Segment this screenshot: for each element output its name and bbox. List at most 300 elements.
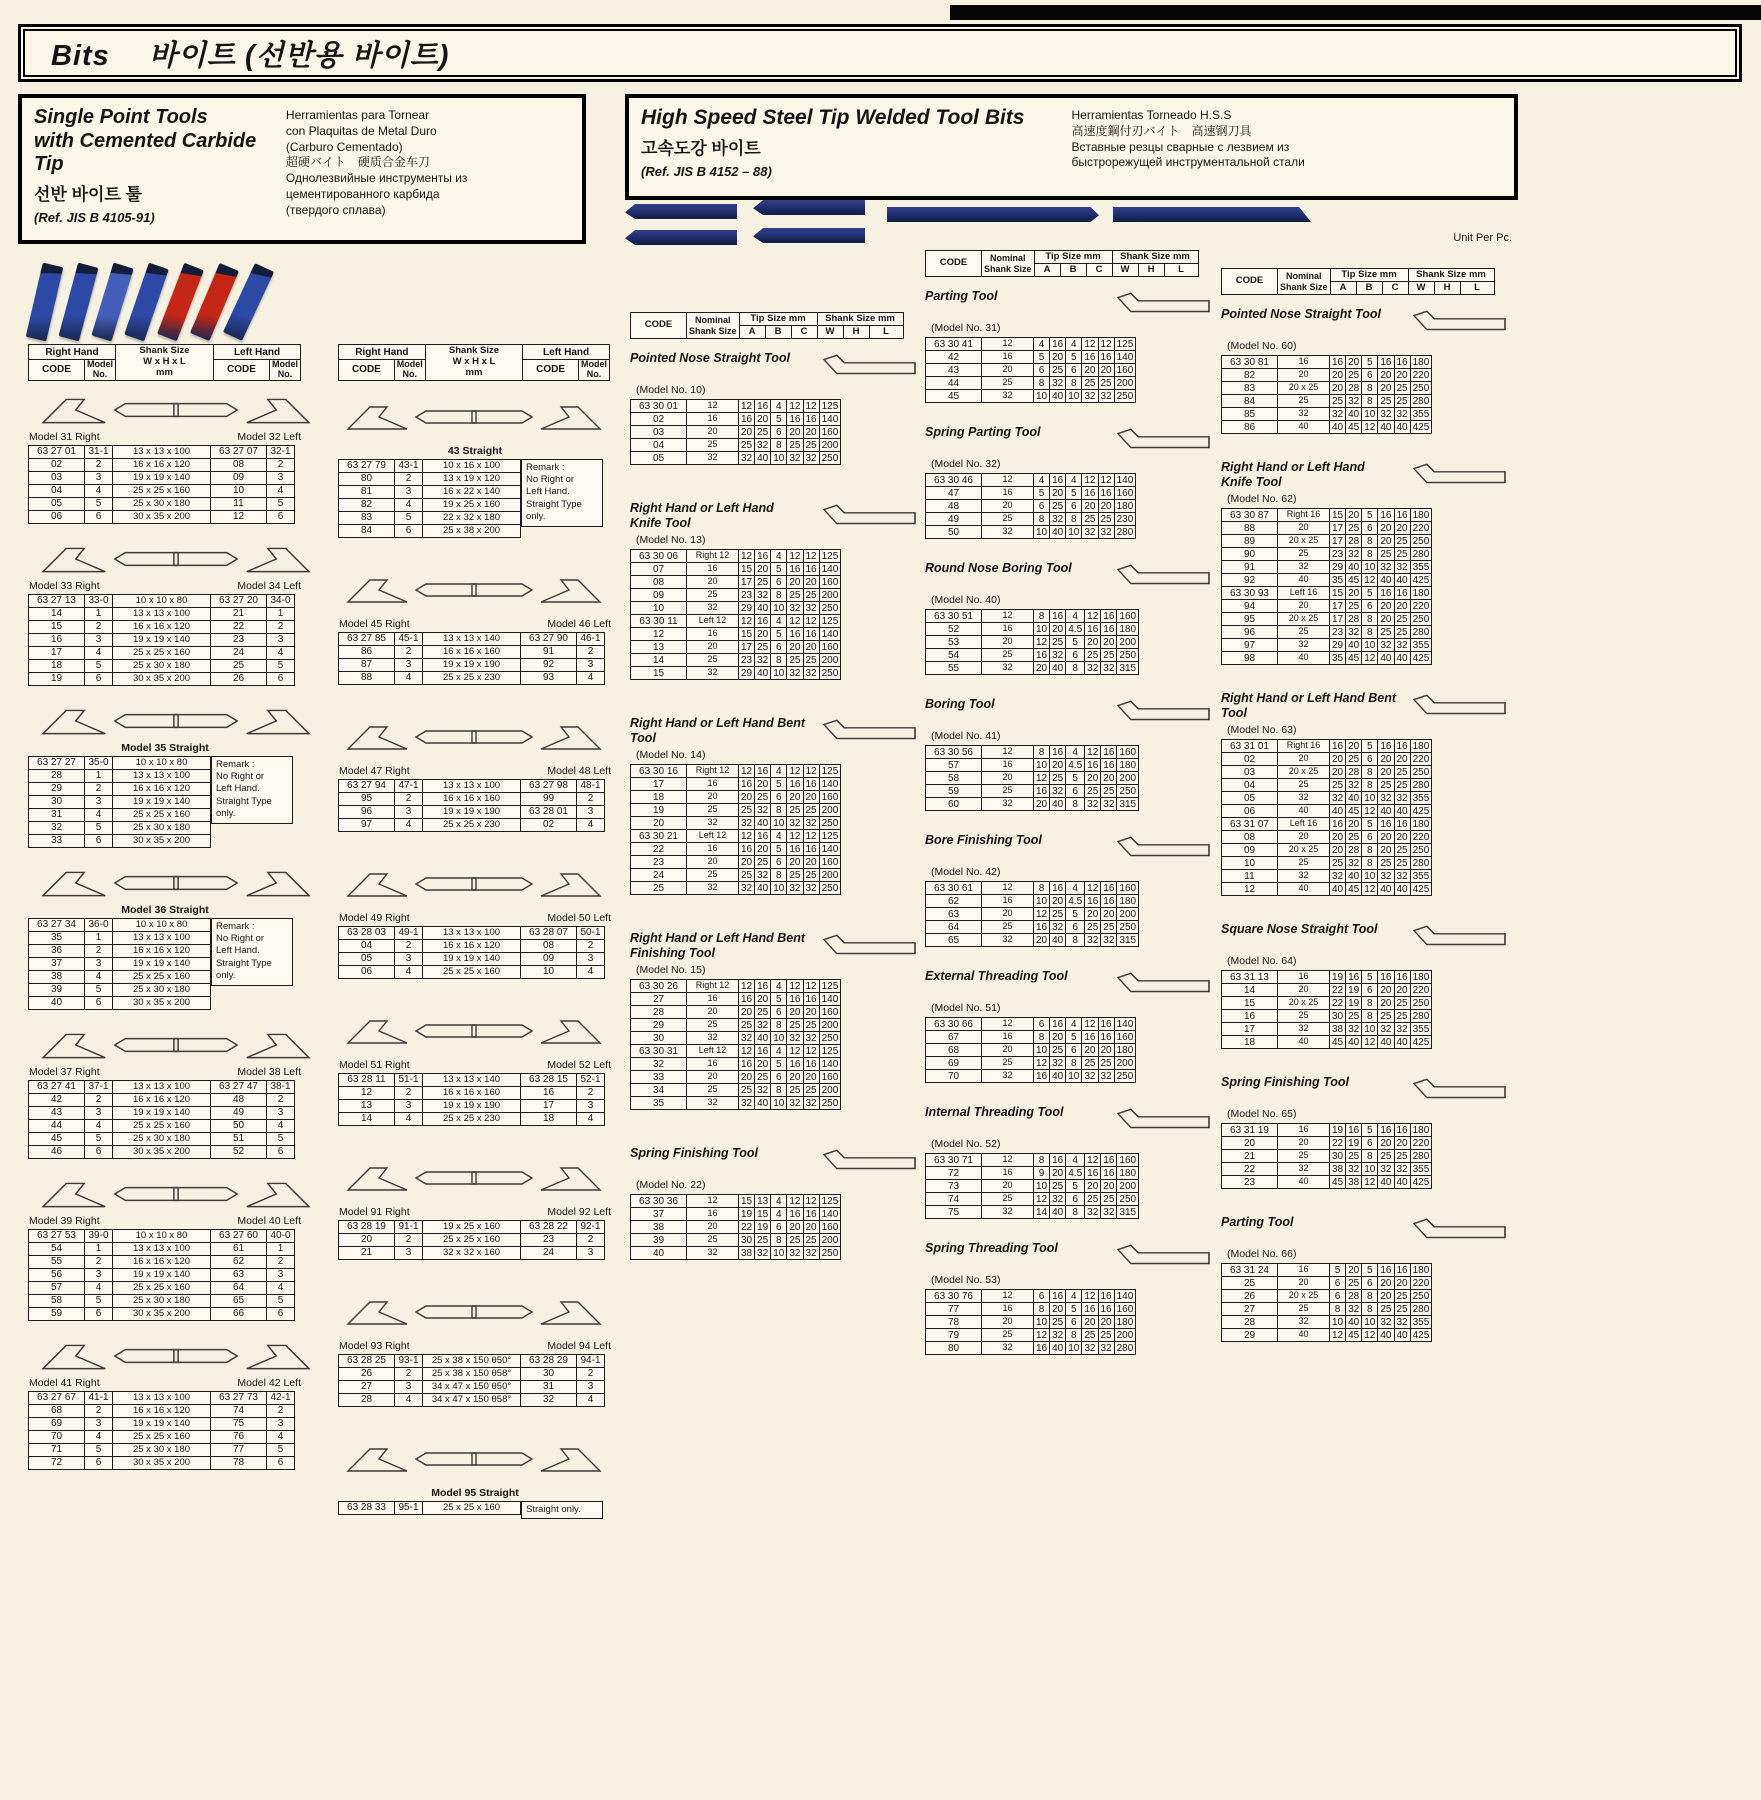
tip-b-cell: 25 [1346,1150,1362,1163]
code-cell: 24 [211,646,267,659]
table-row [631,1084,841,1097]
code-cell: 63 27 20 [211,594,267,607]
table-row [926,934,1139,947]
table-row [29,1106,295,1119]
size-cell: 25 x 38 x 150 θ58° [423,1367,521,1380]
block-title: Spring Finishing Tool [630,1146,758,1160]
unit-note: Unit Per Pc. [1453,232,1512,244]
hss-section-header [625,94,1518,200]
header-cell: CODE [631,313,687,339]
code-cell: 82 [339,498,395,511]
tip-b-cell: 16 [1050,1154,1066,1167]
size-cell: 10 x 16 x 100 [423,459,521,472]
tip-c-cell: 10 [1362,639,1378,652]
code-cell: 57 [29,1281,85,1294]
table-row [631,576,841,589]
code-cell: 37 [29,957,85,970]
code-cell: 68 [926,1044,982,1057]
block-title-row [925,425,1216,457]
tip-c-cell: 8 [1066,377,1082,390]
shank-h-cell: 20 [1394,369,1410,382]
shank-l-cell: 250 [819,1097,841,1110]
tip-c-cell: 4 [771,980,787,993]
table-row [926,1206,1139,1219]
model-table [28,445,295,524]
tool-sketch [338,1286,610,1338]
tip-a-cell: 25 [1330,857,1346,870]
tool-sketch [338,391,610,443]
code-cell: 24 [521,1246,577,1259]
shank-h-cell: 40 [1394,805,1410,818]
header-cell: Nominal Shank Size [1278,269,1331,295]
shank-h-cell: 16 [1098,1031,1114,1044]
tip-b-cell: 32 [1050,377,1066,390]
shank-l-cell: 180 [1410,587,1432,600]
tip-b-cell: 28 [1346,535,1362,548]
tip-c-cell: 8 [1066,662,1085,675]
nominal-cell: 16 [687,1208,739,1221]
nominal-cell: 25 [687,654,739,667]
shank-w-cell: 20 [1378,535,1394,548]
tip-a-cell: 20 [739,426,755,439]
code-cell: 32 [29,821,85,834]
nominal-cell: 12 [982,474,1034,487]
shank-w-cell: 25 [1085,785,1101,798]
tool-sketch [28,540,324,578]
shank-h-cell: 25 [1098,377,1114,390]
code-cell: 02 [29,458,85,471]
shank-l-cell: 355 [1410,1163,1432,1176]
tip-b-cell: 32 [1050,513,1066,526]
code-cell: 04 [1222,779,1278,792]
tip-a-cell: 10 [1034,1316,1050,1329]
model-cell: 4 [395,965,423,978]
tip-a-cell: 20 [1330,844,1346,857]
tip-a-cell: 8 [1034,1031,1050,1044]
shank-w-cell: 32 [1378,408,1394,421]
nominal-cell: 40 [1278,1329,1330,1342]
carbide-column-2 [338,344,610,1545]
shank-w-cell: 20 [1378,1137,1394,1150]
shank-h-cell: 20 [803,1006,819,1019]
tip-a-cell: 20 [1330,382,1346,395]
shank-l-cell: 425 [1410,652,1432,665]
tool-sketch [1112,561,1216,591]
header-cell: L [1460,282,1494,295]
shank-w-cell: 20 [1378,382,1394,395]
nominal-cell: 20 [982,636,1034,649]
tip-c-cell: 10 [1066,1070,1082,1083]
table-row [926,895,1139,908]
shank-l-cell: 355 [1410,1316,1432,1329]
shank-h-cell: 32 [1394,408,1410,421]
tool-sketch [818,501,922,531]
nominal-cell: 32 [687,667,739,680]
shank-l-cell: 200 [819,439,841,452]
code-cell: 52 [926,623,982,636]
model-cell: 2 [85,782,113,795]
table-row [926,1031,1136,1044]
shank-h-cell: 16 [1394,818,1410,831]
code-cell: 27 [1222,1303,1278,1316]
nominal-cell: 25 [982,377,1034,390]
code-cell: 92 [521,658,577,671]
shank-h-cell: 25 [1394,626,1410,639]
code-cell: 93 [521,671,577,684]
model-cell: 3 [395,658,423,671]
tip-b-cell: 40 [1050,1206,1066,1219]
tip-a-cell: 32 [1330,408,1346,421]
code-cell: 90 [1222,548,1278,561]
code-cell: 02 [1222,753,1278,766]
tip-a-cell: 6 [1034,1018,1050,1031]
nominal-cell: 16 [687,413,739,426]
shank-w-cell: 12 [1082,474,1098,487]
model-cell: 3 [395,1380,423,1393]
code-cell: 50 [926,526,982,539]
block-model-no: (Model No. 14) [636,749,706,761]
size-cell: 30 x 35 x 200 [113,1145,211,1158]
model-cell: 5 [395,511,423,524]
code-cell: 14 [29,607,85,620]
shank-w-cell: 25 [787,654,803,667]
table-row [339,645,605,658]
shank-h-cell: 32 [1098,390,1114,403]
code-cell: 63 30 26 [631,980,687,993]
code-cell: 77 [211,1443,267,1456]
table-row [339,1112,605,1125]
code-cell: 27 [339,1380,395,1393]
hss-column-1 [630,312,922,1296]
shank-l-cell: 230 [1114,513,1136,526]
tip-a-cell: 6 [1034,364,1050,377]
model-cell: 3 [85,633,113,646]
code-cell: 25 [1222,1277,1278,1290]
code-cell: 23 [211,633,267,646]
shank-w-cell: 25 [1085,649,1101,662]
desc-line: цементированного карбида [285,187,440,202]
table-row [631,439,841,452]
shank-h-cell: 16 [803,563,819,576]
shank-w-cell: 32 [1378,870,1394,883]
tip-b-cell: 40 [1346,870,1362,883]
tip-b-cell: 25 [1346,522,1362,535]
nominal-cell: 20 [687,641,739,654]
tool-photo [753,228,865,243]
table-row [631,1221,841,1234]
tip-a-cell: 5 [1034,487,1050,500]
code-cell: 05 [29,497,85,510]
table-row [29,821,211,834]
model-cell: 1 [85,769,113,782]
tip-c-cell: 10 [771,1097,787,1110]
model-cell: 3 [267,471,295,484]
code-cell: 63 28 15 [521,1073,577,1086]
code-cell: 63 30 76 [926,1290,982,1303]
shank-l-cell: 315 [1117,662,1139,675]
size-cell: 16 x 22 x 140 [423,485,521,498]
shank-l-cell: 220 [1410,1137,1432,1150]
block-model-no: (Model No. 15) [636,964,706,976]
code-cell: 63 30 46 [926,474,982,487]
hss-tool-block [925,969,1216,1083]
nominal-cell: 32 [687,817,739,830]
shank-h-cell: 32 [1098,1070,1114,1083]
code-cell: 29 [631,1019,687,1032]
shank-w-cell: 32 [1378,1163,1394,1176]
tip-a-cell: 40 [1330,883,1346,896]
tip-b-cell: 25 [755,856,771,869]
tip-b-cell: 40 [1346,408,1362,421]
code-cell: 63 27 67 [29,1391,85,1404]
shank-l-cell: 125 [819,1045,841,1058]
model-table [1221,355,1432,434]
nominal-cell: 25 [687,1234,739,1247]
tip-c-cell: 6 [1066,1193,1085,1206]
shank-l-cell: 250 [1410,382,1432,395]
block-model-no: (Model No. 32) [931,458,1001,470]
tip-a-cell: 16 [1330,818,1346,831]
hss-tool-block [1221,1215,1512,1342]
shank-l-cell: 180 [1410,1124,1432,1137]
tip-c-cell: 10 [1362,870,1378,883]
table-row [926,513,1136,526]
tip-b-cell: 16 [1050,474,1066,487]
model-cell: 2 [395,472,423,485]
nominal-cell: 16 [982,895,1034,908]
tip-b-cell: 16 [755,615,771,628]
carbide-model-block [28,1026,324,1159]
tip-a-cell: 30 [1330,1150,1346,1163]
code-cell: 52 [211,1145,267,1158]
tip-b-cell: 32 [755,1084,771,1097]
table-row [1222,1290,1432,1303]
shank-h-cell: 12 [1098,338,1114,351]
shank-h-cell: 32 [1394,792,1410,805]
table-row [1222,561,1432,574]
size-cell: 13 x 13 x 140 [423,632,521,645]
model-cell: 4 [85,484,113,497]
size-cell: 19 x 19 x 140 [113,471,211,484]
shank-w-cell: 25 [787,804,803,817]
model-cell: 6 [267,672,295,685]
model-cell: 2 [267,1093,295,1106]
tip-a-cell: 32 [1330,870,1346,883]
table-remark-row [338,459,610,538]
tool-sketch [28,1337,324,1375]
nominal-cell: 25 [982,921,1034,934]
code-cell: 24 [631,869,687,882]
shank-h-cell: 25 [803,1084,819,1097]
model-cell: 37-1 [85,1080,113,1093]
table-row [631,602,841,615]
code-cell: 43 [29,1106,85,1119]
nominal-cell: 16 [687,1058,739,1071]
code-cell: 02 [521,818,577,831]
table-row [29,1443,295,1456]
shank-w-cell: 25 [1378,1303,1394,1316]
nominal-cell: 20 [687,1006,739,1019]
tip-b-cell: 25 [755,641,771,654]
tip-c-cell: 8 [771,804,787,817]
nominal-cell: 16 [982,1303,1034,1316]
code-cell: 28 [1222,1316,1278,1329]
table-row [926,921,1139,934]
tip-b-cell: 20 [1346,587,1362,600]
tip-c-cell: 8 [771,439,787,452]
model-caption-right: Model 49 Right [339,911,410,924]
tip-c-cell: 8 [771,1084,787,1097]
nominal-cell: 25 [1278,1303,1330,1316]
tip-a-cell: 12 [1330,1329,1346,1342]
shank-w-cell: 20 [1378,1277,1394,1290]
shank-w-cell: 32 [1085,1206,1101,1219]
shank-h-cell: 25 [1098,1057,1114,1070]
table-row [339,1073,605,1086]
shank-h-cell: 32 [803,1247,819,1260]
table-row [631,1032,841,1045]
model-cell: 4 [267,1119,295,1132]
tip-a-cell: 10 [1034,623,1050,636]
nominal-cell: 16 [982,1167,1034,1180]
carbide-model-block [338,1152,610,1260]
tip-c-cell: 8 [1362,535,1378,548]
tip-b-cell: 20 [1050,759,1066,772]
tip-a-cell: 32 [739,452,755,465]
tip-a-cell: 38 [739,1247,755,1260]
table-row [631,843,841,856]
size-cell: 16 x 16 x 160 [423,645,521,658]
hss-column-2 [925,250,1216,1377]
shank-h-cell: 16 [1394,971,1410,984]
shank-l-cell: 140 [819,1058,841,1071]
carbide-model-block [338,1005,610,1126]
size-cell: 25 x 25 x 160 [113,1430,211,1443]
tip-a-cell: 17 [1330,600,1346,613]
tip-a-cell: 25 [739,804,755,817]
header-cell: CODE [214,360,270,381]
tip-b-cell: 45 [1346,883,1362,896]
tip-c-cell: 10 [1362,792,1378,805]
table-row [29,471,295,484]
size-cell: 16 x 16 x 120 [423,939,521,952]
table-row [631,1208,841,1221]
model-cell: 2 [395,939,423,952]
block-title-row [1221,1215,1512,1247]
size-cell: 10 x 10 x 80 [113,756,211,769]
tip-c-cell: 8 [1362,997,1378,1010]
size-cell: 30 x 35 x 200 [113,1307,211,1320]
code-cell: 63 31 01 [1222,740,1278,753]
table-row [631,1071,841,1084]
model-cell: 3 [577,1099,605,1112]
carbide-model-block [338,1286,610,1407]
shank-l-cell: 125 [819,400,841,413]
code-cell: 63 28 19 [339,1220,395,1233]
code-cell: 76 [211,1430,267,1443]
hss-ref: (Ref. JIS B 4152 – 88) [641,163,772,179]
size-cell: 19 x 19 x 190 [423,805,521,818]
shank-l-cell: 200 [1117,908,1139,921]
code-cell: 78 [926,1316,982,1329]
code-cell: 15 [29,620,85,633]
table-row [339,658,605,671]
model-caption-left: Model 40 Left [237,1214,301,1227]
tip-a-cell: 16 [1034,785,1050,798]
table-row [1222,766,1432,779]
code-cell: 12 [211,510,267,523]
model-cell: 3 [85,957,113,970]
size-cell: 13 x 13 x 100 [113,445,211,458]
table-remark-row [338,1220,610,1260]
shank-w-cell: 20 [1378,831,1394,844]
table-row [29,957,211,970]
shank-l-cell: 250 [1410,613,1432,626]
tip-a-cell: 38 [1330,1163,1346,1176]
model-cell: 33-0 [85,594,113,607]
tip-b-cell: 25 [1050,908,1066,921]
table-row [339,1367,605,1380]
code-cell: 35 [631,1097,687,1110]
shank-w-cell: 20 [1085,908,1101,921]
shank-w-cell: 16 [787,628,803,641]
nominal-cell: 32 [982,662,1034,675]
model-caption-right: Model 39 Right [29,1214,100,1227]
tip-a-cell: 45 [1330,1036,1346,1049]
shank-h-cell: 25 [1394,766,1410,779]
code-cell: 91 [1222,561,1278,574]
model-caption-left: Model 42 Left [237,1376,301,1389]
shank-w-cell: 20 [1082,500,1098,513]
size-cell: 16 x 16 x 120 [113,1255,211,1268]
code-cell: 69 [29,1417,85,1430]
model-cell: 3 [395,485,423,498]
tip-a-cell: 30 [1330,1010,1346,1023]
shank-l-cell: 160 [819,791,841,804]
header-cell: L [1164,264,1198,277]
model-caption-left: Model 52 Left [547,1058,611,1071]
shank-w-cell: 20 [1085,1180,1101,1193]
size-cell: 25 x 25 x 230 [423,818,521,831]
shank-h-cell: 16 [1101,882,1117,895]
model-table [338,779,605,832]
model-cell: 45-1 [395,632,423,645]
carbide-model-block [28,1337,324,1470]
table-row [631,563,841,576]
tip-c-cell: 8 [1066,1206,1085,1219]
code-cell: 31 [521,1380,577,1393]
model-cell: 3 [395,805,423,818]
shank-l-cell: 140 [1114,1018,1136,1031]
header-cell: C [1382,282,1408,295]
tip-c-cell: 10 [771,667,787,680]
tip-c-cell: 5 [1362,1264,1378,1277]
nominal-cell: Left 16 [1278,587,1330,600]
table-row [29,646,295,659]
code-cell: 19 [29,672,85,685]
tip-a-cell: 25 [739,1084,755,1097]
tool-sketch [1408,691,1512,721]
shank-w-cell: 25 [1378,548,1394,561]
carbide-model-block [338,391,610,538]
tip-c-cell: 8 [1362,395,1378,408]
tip-b-cell: 40 [755,602,771,615]
shank-h-cell: 40 [1394,1329,1410,1342]
model-cell: 39-0 [85,1229,113,1242]
shank-l-cell: 140 [819,563,841,576]
shank-w-cell: 12 [787,980,803,993]
table-row [29,782,211,795]
